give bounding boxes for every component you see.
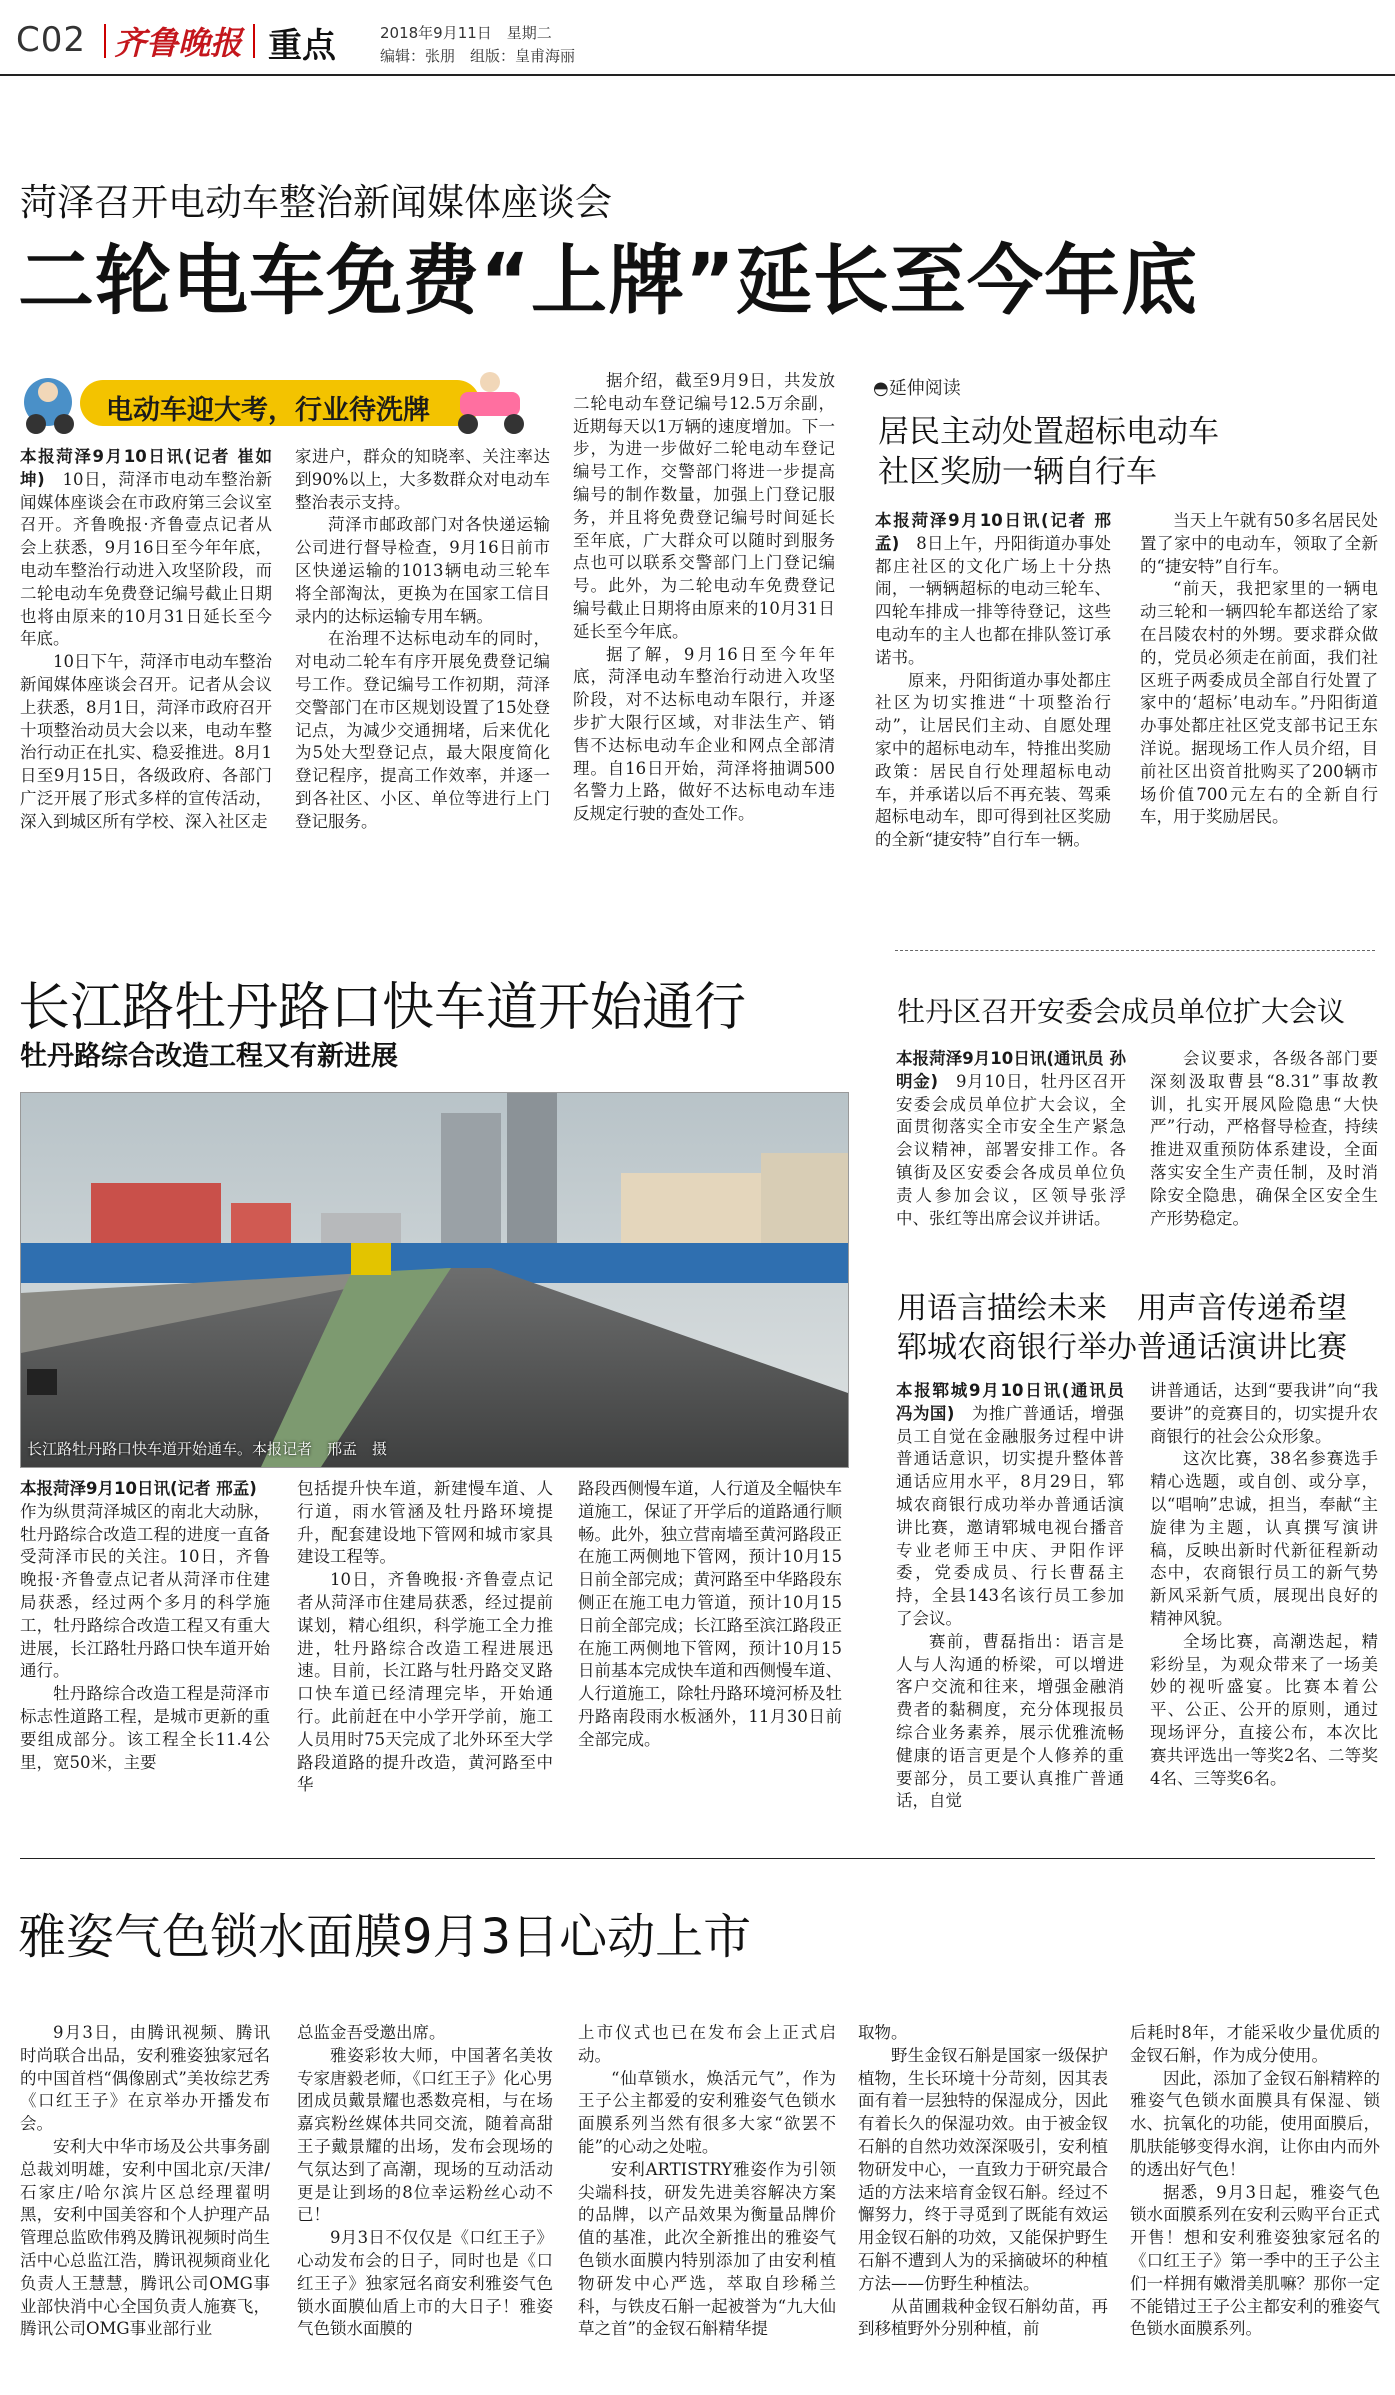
article4-paragraph: 本报郓城9月10日讯(通讯员 冯为国) 为推广普通话，增强员工自觉在金融服务过程中讲普通话意识，切实提升整体普通话应用水平，8月29日，郓城农商银行成功举办普通话演讲比赛，邀请郓城电视台播音专业老师王中庆、尹阳作评委，党委成员、行长曹磊主持，全县143名该行员工参加了会议。 <box>896 1381 1125 1628</box>
masthead-divider <box>253 24 255 58</box>
article1-paragraph: 据介绍，截至9月9日，共发放二轮电动车登记编号12.5万余副，近期每天以1万辆的速度增加。下一步，为进一步做好二轮电动车登记编号工作，交警部门将进一步提高编号的制作数量，加强上门登记服务，并且将免费登记编号时间延长至年底，广大群众可以随时到服务点也可以联系交警部门上门登记编号。此外，为二轮电动车免费登记编号截止日期将由原来的10月31日延长至今年底。 <box>573 371 835 641</box>
article5-paragraph: 总监金吾受邀出席。 <box>297 2023 446 2042</box>
page-code: C02 <box>16 20 87 60</box>
article5-paragraph: 9月3日不仅仅是《口红王子》心动发布会的日子，同时也是《口红王子》独家冠名商安利雅姿气色锁水面膜仙盾上市的大日子！雅姿气色锁水面膜的 <box>297 2228 553 2339</box>
article5-column-1 <box>20 2022 270 2341</box>
dateline: 本报郓城9月10日讯(通讯员 冯为国) <box>896 1381 1124 1423</box>
section-rule <box>20 1858 1375 1859</box>
sidebar1-column-2 <box>1140 510 1378 829</box>
article1-paragraph: 据了解，9月16日至今年年底，菏泽电动车整治行动进入攻坚阶段，对不达标电动车限行，并逐步扩大限行区域，对非法生产、销售不达标电动车企业和网点全部清理。自16日开始，菏泽将抽调500名警力上路，做好不达标电动车违反规定行驶的查处工作。 <box>573 644 835 824</box>
issue-date: 2018年9月11日 星期二 <box>380 24 552 42</box>
paper-logo: 齐鲁晚报 <box>114 24 243 62</box>
article4-column-2 <box>1150 1380 1378 1790</box>
sidebar1-title-line2: 社区奖励一辆自行车 <box>878 454 1157 490</box>
sidebar1-tag-text: 延伸阅读 <box>888 378 961 399</box>
article2-column-2 <box>297 1478 553 1797</box>
article5-paragraph: 雅姿彩妆大师，中国著名美妆专家唐毅老师，《口红王子》化心男团成员戴景耀也悉数亮相，与在场嘉宾粉丝媒体共同交流，随着高甜王子戴景耀的出场，发布会现场的气氛达到了高潮，现场的互动活动更是让到场的8位幸运粉丝心动不已！ <box>297 2045 553 2225</box>
article5-paragraph: “仙草锁水，焕活元气”，作为王子公主都爱的安利雅姿气色锁水面膜系列当然有很多大家“欲罢不能”的心动之处啦。 <box>578 2068 836 2156</box>
designer-credit: 组版：皇甫海丽 <box>470 47 576 65</box>
section-name: 重点 <box>268 26 336 66</box>
article4-paragraph: 全场比赛，高潮迭起，精彩纷呈，为观众带来了一场美妙的视听盛宴。比赛本着公平、公正、公开的原则，通过现场评分，直接公布，本次比赛共评选出一等奖2名、二等奖4名、三等奖6名。 <box>1150 1631 1378 1788</box>
article4-headline-line1: 用语言描绘未来 用声音传递希望 <box>897 1291 1347 1326</box>
sidebar1-paragraph: 本报菏泽9月10日讯(记者 邢孟) 8日上午，丹阳街道办事处都庄社区的文化广场上十分热闹，一辆辆超标的电动三轮车、四轮车排成一排等待登记，这些电动车的主人也都在排队签订承诺书。 <box>875 511 1112 667</box>
article4-paragraph: 这次比赛，38名参赛选手精心选题，或自创、或分享，以“唱响”忠诚，担当，奉献“主旋律为主题，认真撰写演讲稿，反映出新时代新征程新动态中，农商银行员工的新气势新风采新气质，展现出良好的精神风貌。 <box>1150 1449 1378 1628</box>
sidebar1-paragraph: “前天，我把家里的一辆电动三轮和一辆四轮车都送给了家在吕陵农村的外甥。要求群众做的，党员必须走在前面，我们社区班子两委成员全部自行处置了家中的‘超标’电动车。”丹阳街道办事处都庄社区党支部书记王东洋说。据现场工作人员介绍，目前社区出资首批购买了200辆市场价值700元左右的全新自行车，用于奖励居民。 <box>1140 579 1378 827</box>
article3-paragraph: 本报菏泽9月10日讯(通讯员 孙明金) 9月10日，牡丹区召开安委会成员单位扩大会议，全面贯彻落实全市安全生产紧急会议精神，部署安排工作。各镇街及区安委会各成员单位负责人参加会议，区领导张浮中、张红等出席会议并讲话。 <box>896 1049 1126 1228</box>
article2-paragraph: 路段西侧慢车道，人行道及全幅快车道施工，保证了开学后的道路通行顺畅。此外，独立营南墙至黄河路段正在施工两侧地下管网，预计10月15日前全部完成；黄河路至中华路段东侧正在施工电力管道，预计10月15日前全部完成；长江路至滨江路段正在施工两侧地下管网，预计10月15日前基本完成快车道和西侧慢车道、人行道施工，除牡丹路环境河桥及牡丹路南段雨水板涵外，11月30日前全部完成。 <box>578 1479 842 1749</box>
sidebar1-paragraph: 当天上午就有50多名居民处置了家中的电动车，领取了全新的“捷安特”自行车。 <box>1140 511 1378 576</box>
article1-headline: 二轮电车免费“上牌”延长至今年底 <box>18 236 1198 325</box>
dateline: 本报菏泽9月10日讯(记者 邢孟) <box>875 511 1111 553</box>
sidebar1-column-1 <box>875 510 1111 852</box>
article3-column-2 <box>1150 1048 1378 1230</box>
article5-paragraph: 野生金钗石斛是国家一级保护植物，生长环境十分苛刻，因其表面有着一层独特的保湿成分，因此有着长久的保湿功效。由于被金钗石斛的自然功效深深吸引，安利植物研发中心，一直致力于研究最合适的方法来培育金钗石斛。经过不懈努力，终于寻觅到了既能有效运用金钗石斛的功效，又能保护野生石斛不遭到人为的采摘破坏的种植方法——仿野生种植法。 <box>858 2045 1108 2293</box>
article3-column-1 <box>896 1048 1126 1230</box>
article4-column-1 <box>896 1380 1124 1813</box>
article5-column-5 <box>1130 2022 1380 2341</box>
article2-headline: 长江路牡丹路口快车道开始通行 <box>18 978 747 1038</box>
article2-column-1 <box>20 1478 274 1774</box>
article2-paragraph: 牡丹路综合改造工程是菏泽市标志性道路工程，是城市更新的重要组成部分。该工程全长11.4公里，宽50米，主要 <box>20 1684 270 1772</box>
article5-paragraph: 据悉，9月3日起，雅姿气色锁水面膜系列在安利云购平台正式开售！想和安利雅姿独家冠名的《口红王子》第一季中的王子公主们一样拥有嫩滑美肌嘛？那你一定不能错过王子公主都安利的雅姿气色锁水面膜系列。 <box>1130 2182 1380 2339</box>
article2-column-3 <box>578 1478 842 1752</box>
banner-text: 电动车迎大考，行业待洗牌 <box>106 395 430 426</box>
article1-column-1 <box>20 446 272 834</box>
editor-credit: 编辑：张朋 <box>380 47 456 65</box>
masthead <box>0 0 1395 72</box>
masthead-divider <box>104 24 106 58</box>
article5-paragraph: 取物。 <box>858 2023 908 2042</box>
sidebar1-paragraph: 原来，丹阳街道办事处都庄社区为切实推进“十项整治行动”，让居民们主动、自愿处理家中的超标电动车，特推出奖励政策：居民自行处理超标电动车，并承诺以后不再充装、驾乘超标电动车，即可得到社区奖励的全新“捷安特”自行车一辆。 <box>875 670 1111 850</box>
article5-paragraph: 9月3日，由腾讯视频、腾讯时尚联合出品，安利雅姿独家冠名的中国首档“偶像剧式”美妆综艺秀《口红王子》在京举办开播发布会。 <box>20 2023 270 2134</box>
article5-paragraph: 因此，添加了金钗石斛精粹的雅姿气色锁水面膜具有保湿、锁水、抗氧化的功能，使用面膜后，肌肤能够变得水润，让你由内而外的透出好气色！ <box>1130 2068 1380 2179</box>
article3-paragraph: 会议要求，各级各部门要深刻汲取曹县“8.31”事故教训，扎实开展风险隐患“大快严”行动，严格督导检查，持续推进双重预防体系建设，全面落实安全生产责任制，及时消除安全隐患，确保全区安全生产形势稳定。 <box>1150 1049 1378 1228</box>
article5-headline: 雅姿气色锁水面膜9月3日心动上市 <box>18 1909 752 1965</box>
sidebar1-tag <box>873 374 961 400</box>
masthead-rule <box>0 74 1395 76</box>
section-divider <box>895 950 1375 951</box>
article1-column-2 <box>295 446 550 834</box>
article5-paragraph: 后耗时8年，才能采收少量优质的金钗石斛，作为成分使用。 <box>1130 2023 1380 2065</box>
article5-column-3 <box>578 2022 836 2341</box>
dateline: 本报菏泽9月10日讯(通讯员 孙明金) <box>896 1049 1126 1091</box>
article1-paragraph: 10日下午，菏泽市电动车整治新闻媒体座谈会召开。记者从会议上获悉，8月1日，菏泽市政府召开十项整治动员大会以来，电动车整治行动正在扎实、稳妥推进。8月1日至9月15日，各级政府、各部门广泛开展了形式多样的宣传活动，深入到城区所有学校、深入社区走 <box>20 652 272 831</box>
sidebar1-title-line1: 居民主动处置超标电动车 <box>878 414 1219 450</box>
article2-paragraph: 包括提升快车道，新建慢车道、人行道，雨水管涵及牡丹路环境提升，配套建设地下管网和城市家具建设工程等。 <box>297 1479 553 1567</box>
article1-paragraph: 本报菏泽9月10日讯(记者 崔如坤) 10日，菏泽市电动车整治新闻媒体座谈会在市政府第三会议室召开。齐鲁晚报·齐鲁壹点记者从会上获悉，9月16日至今年年底，电动车整治行动进入攻坚阶段，而二轮电动车免费登记编号截止日期也将由原来的10月31日延长至今年底。 <box>20 447 272 649</box>
dateline: 本报菏泽9月10日讯(记者 崔如坤) <box>20 447 272 489</box>
road-scene-image <box>21 1093 848 1467</box>
article1-kicker: 菏泽召开电动车整治新闻媒体座谈会 <box>20 181 612 224</box>
article2-paragraph: 10日，齐鲁晚报·齐鲁壹点记者从菏泽市住建局获悉，经过提前谋划，精心组织，科学施工全力推进，牡丹路综合改造工程进展迅速。目前，长江路与牡丹路交叉路口快车道已经清理完毕，开始通行。此前赶在中小学开学前，施工人员用时75天完成了北外环至大学路段道路的提升改造，黄河路至中华 <box>297 1570 553 1795</box>
article1-paragraph: 在治理不达标电动车的同时，对电动二轮车有序开展免费登记编号工作。登记编号工作初期，菏泽交警部门在市区规划设置了15处登记点，为减少交通拥堵，后来优化为5处大型登记点，最大限度简化登记程序，提高工作效率，并逐一到各社区、小区、单位等进行上门登记服务。 <box>295 629 550 831</box>
photo-caption: 长江路牡丹路口快车道开始通车。本报记者 邢孟 摄 <box>27 1440 388 1458</box>
dateline: 本报菏泽9月10日讯(记者 邢孟) <box>20 1479 257 1498</box>
article5-column-2 <box>297 2022 553 2341</box>
article4-paragraph: 赛前，曹磊指出：语言是人与人沟通的桥梁，可以增进客户交流和往来，增强金融消费者的黏稠度，充分体现报员综合业务素养，展示优雅流畅健康的语言更是个人修养的重要部分，员工要认真推广普通话，自觉 <box>896 1631 1124 1811</box>
article1-paragraph: 家进户，群众的知晓率、关注率达到90%以上，大多数群众对电动车整治表示支持。 <box>295 447 550 512</box>
article5-paragraph: 上市仪式也已在发布会上正式启动。 <box>578 2023 836 2065</box>
bullet-icon: ◓ <box>873 378 889 399</box>
article5-paragraph: 安利大中华市场及公共事务副总裁刘明雄，安利中国北京/天津/石家庄/哈尔滨片区总经理翟明黑，安利中国美容和个人护理产品管理总监欧伟鸦及腾讯视频时尚生活中心总监江浩，腾讯视频商业化负责人王慧慧，腾讯公司OMG事业部快消中心全国负责人施赛飞，腾讯公司OMG事业部行业 <box>20 2136 270 2339</box>
article3-headline: 牡丹区召开安委会成员单位扩大会议 <box>897 995 1346 1028</box>
article5-paragraph: 从苗圃栽种金钗石斛幼苗，再到移植野外分别种植，前 <box>858 2296 1108 2339</box>
article1-banner <box>20 362 540 444</box>
road-photo <box>20 1092 849 1468</box>
article2-subhead: 牡丹路综合改造工程又有新进展 <box>20 1041 398 1072</box>
article5-paragraph: 安利ARTISTRY雅姿作为引领尖端科技，研发先进美容解决方案的品牌，以产品效果为衡量品牌价值的基准，此次全新推出的雅姿气色锁水面膜内特别添加了由安利植物研发中心严选，萃取自珍稀兰科，与铁皮石斛一起被誉为“九大仙草之首”的金钗石斛精华提 <box>578 2159 836 2339</box>
article4-headline-line2: 郓城农商银行举办普通话演讲比赛 <box>897 1330 1347 1365</box>
article1-column-3 <box>573 370 835 826</box>
article5-column-4 <box>858 2022 1108 2341</box>
article1-paragraph: 菏泽市邮政部门对各快递运输公司进行督导检查，9月16日前市区快递运输的1013辆电动三轮车将全部淘汰，更换为在国家工信目录内的达标运输专用车辆。 <box>295 515 550 626</box>
article4-paragraph: 讲普通话，达到“要我讲”向“我要讲”的竞赛目的，切实提升农商银行的社会公众形象。 <box>1150 1381 1378 1446</box>
article2-paragraph: 本报菏泽9月10日讯(记者 邢孟) 作为纵贯菏泽城区的南北大动脉，牡丹路综合改造工程的进度一直备受菏泽市民的关注。10日，齐鲁晚报·齐鲁壹点记者从菏泽市住建局获悉，经过两个多月的科学施工，牡丹路综合改造工程又有重大进展，长江路牡丹路口快车道开始通行。 <box>20 1479 274 1681</box>
